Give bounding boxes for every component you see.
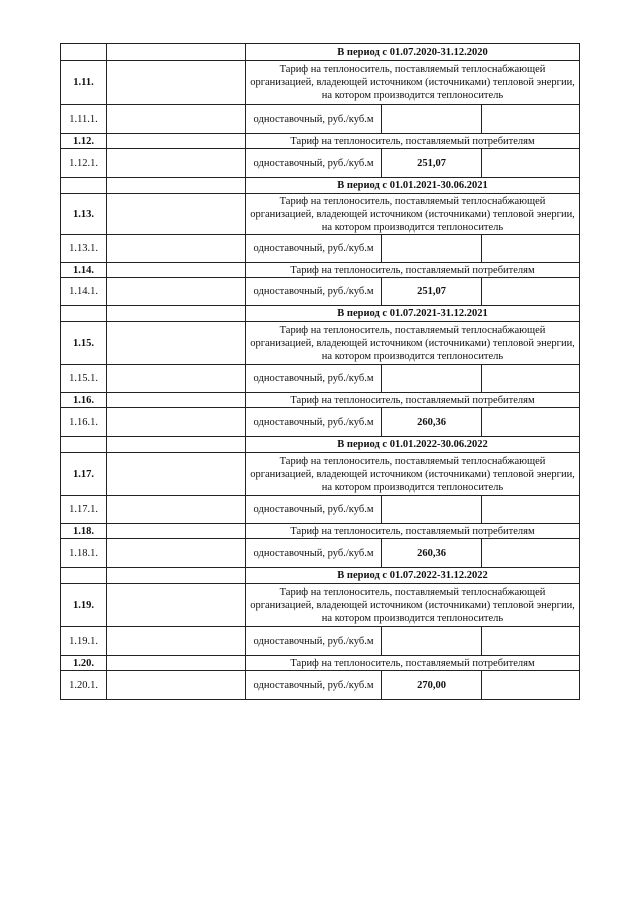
section-row xyxy=(61,656,580,671)
row-number: 1.19. xyxy=(61,584,107,627)
blank-cell xyxy=(107,149,246,178)
row-number-empty xyxy=(61,437,107,453)
row-number: 1.16.1. xyxy=(61,408,107,437)
row-number: 1.13. xyxy=(61,194,107,235)
blank-cell xyxy=(107,524,246,539)
unit-label: одноставочный, руб./куб.м xyxy=(246,671,382,700)
blank-cell xyxy=(107,627,246,656)
section-row xyxy=(61,134,580,149)
unit-label: одноставочный, руб./куб.м xyxy=(246,235,382,263)
tariff-value: 251,07 xyxy=(382,149,482,178)
value-row xyxy=(61,278,580,306)
tariff-value xyxy=(382,105,482,134)
tariff-value: 260,36 xyxy=(382,408,482,437)
value-row xyxy=(61,539,580,568)
blank-cell xyxy=(107,365,246,393)
tariff-value: 260,36 xyxy=(382,539,482,568)
row-number: 1.16. xyxy=(61,393,107,408)
row-number: 1.14. xyxy=(61,263,107,278)
blank-value-cell xyxy=(482,539,580,568)
blank-cell xyxy=(107,393,246,408)
section-row xyxy=(61,524,580,539)
section-title: Тариф на теплоноситель, поставляемый теплоснабжающей организацией, владеющей источником (источниками) тепловой энергии, на котором производится теплоноситель xyxy=(246,584,580,627)
blank-cell xyxy=(107,306,246,322)
blank-value-cell xyxy=(482,235,580,263)
tariff-value: 251,07 xyxy=(382,278,482,306)
period-row xyxy=(61,568,580,584)
row-number-empty xyxy=(61,568,107,584)
blank-value-cell xyxy=(482,627,580,656)
unit-label: одноставочный, руб./куб.м xyxy=(246,627,382,656)
blank-cell xyxy=(107,408,246,437)
blank-value-cell xyxy=(482,278,580,306)
unit-label: одноставочный, руб./куб.м xyxy=(246,278,382,306)
unit-label: одноставочный, руб./куб.м xyxy=(246,496,382,524)
blank-cell xyxy=(107,539,246,568)
unit-label: одноставочный, руб./куб.м xyxy=(246,105,382,134)
row-number: 1.20. xyxy=(61,656,107,671)
section-title: Тариф на теплоноситель, поставляемый потребителям xyxy=(246,524,580,539)
unit-label: одноставочный, руб./куб.м xyxy=(246,408,382,437)
row-number: 1.18.1. xyxy=(61,539,107,568)
row-number: 1.13.1. xyxy=(61,235,107,263)
blank-cell xyxy=(107,178,246,194)
row-number: 1.15. xyxy=(61,322,107,365)
value-row xyxy=(61,627,580,656)
blank-cell xyxy=(107,322,246,365)
period-header: В период с 01.01.2022-30.06.2022 xyxy=(246,437,580,453)
value-row xyxy=(61,671,580,700)
value-row xyxy=(61,149,580,178)
row-number: 1.19.1. xyxy=(61,627,107,656)
section-title: Тариф на теплоноситель, поставляемый теплоснабжающей организацией, владеющей источником (источниками) тепловой энергии, на котором производится теплоноситель xyxy=(246,194,580,235)
row-number: 1.14.1. xyxy=(61,278,107,306)
row-number: 1.12. xyxy=(61,134,107,149)
blank-value-cell xyxy=(482,365,580,393)
period-row xyxy=(61,44,580,61)
blank-cell xyxy=(107,263,246,278)
blank-cell xyxy=(107,61,246,105)
section-title: Тариф на теплоноситель, поставляемый теплоснабжающей организацией, владеющей источником (источниками) тепловой энергии, на котором производится теплоноситель xyxy=(246,61,580,105)
tariff-value: 270,00 xyxy=(382,671,482,700)
unit-label: одноставочный, руб./куб.м xyxy=(246,365,382,393)
row-number-empty xyxy=(61,306,107,322)
section-title: Тариф на теплоноситель, поставляемый потребителям xyxy=(246,134,580,149)
section-row xyxy=(61,393,580,408)
blank-value-cell xyxy=(482,671,580,700)
row-number: 1.17.1. xyxy=(61,496,107,524)
tariff-table xyxy=(60,43,580,700)
row-number-empty xyxy=(61,178,107,194)
blank-value-cell xyxy=(482,105,580,134)
blank-cell xyxy=(107,584,246,627)
row-number: 1.17. xyxy=(61,453,107,496)
unit-label: одноставочный, руб./куб.м xyxy=(246,539,382,568)
blank-value-cell xyxy=(482,408,580,437)
period-header: В период с 01.07.2022-31.12.2022 xyxy=(246,568,580,584)
period-header: В период с 01.07.2020-31.12.2020 xyxy=(246,44,580,61)
value-row xyxy=(61,496,580,524)
period-row xyxy=(61,437,580,453)
blank-value-cell xyxy=(482,149,580,178)
section-row xyxy=(61,584,580,627)
tariff-value xyxy=(382,365,482,393)
section-row xyxy=(61,61,580,105)
value-row xyxy=(61,105,580,134)
section-title: Тариф на теплоноситель, поставляемый теплоснабжающей организацией, владеющей источником (источниками) тепловой энергии, на котором производится теплоноситель xyxy=(246,322,580,365)
blank-cell xyxy=(107,453,246,496)
blank-cell xyxy=(107,437,246,453)
row-number: 1.11.1. xyxy=(61,105,107,134)
tariff-value xyxy=(382,627,482,656)
blank-cell xyxy=(107,105,246,134)
tariff-value xyxy=(382,496,482,524)
section-title: Тариф на теплоноситель, поставляемый потребителям xyxy=(246,263,580,278)
blank-cell xyxy=(107,671,246,700)
value-row xyxy=(61,365,580,393)
blank-cell xyxy=(107,134,246,149)
section-row xyxy=(61,322,580,365)
blank-cell xyxy=(107,496,246,524)
unit-label: одноставочный, руб./куб.м xyxy=(246,149,382,178)
row-number-empty xyxy=(61,44,107,61)
period-header: В период с 01.07.2021-31.12.2021 xyxy=(246,306,580,322)
section-row xyxy=(61,453,580,496)
blank-cell xyxy=(107,278,246,306)
section-title: Тариф на теплоноситель, поставляемый потребителям xyxy=(246,393,580,408)
blank-cell xyxy=(107,194,246,235)
blank-value-cell xyxy=(482,496,580,524)
section-row xyxy=(61,194,580,235)
blank-cell xyxy=(107,656,246,671)
period-row xyxy=(61,306,580,322)
section-title: Тариф на теплоноситель, поставляемый потребителям xyxy=(246,656,580,671)
row-number: 1.11. xyxy=(61,61,107,105)
blank-cell xyxy=(107,235,246,263)
row-number: 1.15.1. xyxy=(61,365,107,393)
section-title: Тариф на теплоноситель, поставляемый теплоснабжающей организацией, владеющей источником (источниками) тепловой энергии, на котором производится теплоноситель xyxy=(246,453,580,496)
value-row xyxy=(61,235,580,263)
period-header: В период с 01.01.2021-30.06.2021 xyxy=(246,178,580,194)
row-number: 1.20.1. xyxy=(61,671,107,700)
row-number: 1.12.1. xyxy=(61,149,107,178)
period-row xyxy=(61,178,580,194)
tariff-value xyxy=(382,235,482,263)
row-number: 1.18. xyxy=(61,524,107,539)
section-row xyxy=(61,263,580,278)
blank-cell xyxy=(107,568,246,584)
blank-cell xyxy=(107,44,246,61)
value-row xyxy=(61,408,580,437)
